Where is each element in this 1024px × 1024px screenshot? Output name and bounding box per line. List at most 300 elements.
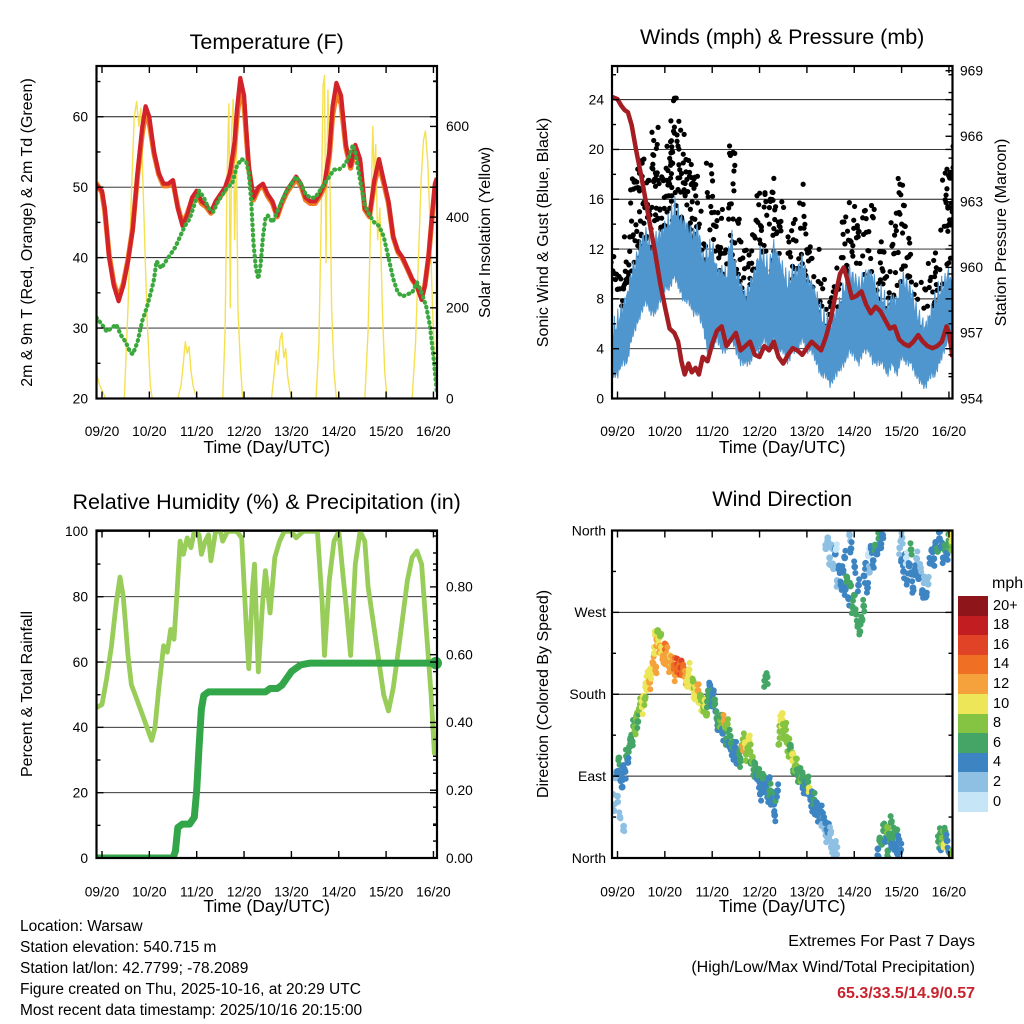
direction-dot [756, 766, 762, 772]
x-tick-label: 10/20 [647, 884, 683, 900]
gust-dot [868, 256, 873, 261]
colorbar-swatch [958, 733, 988, 753]
gust-dot [637, 209, 642, 214]
gust-dot [879, 239, 884, 244]
gust-dot [816, 247, 821, 252]
direction-dot [889, 818, 895, 824]
gust-dot [937, 267, 942, 272]
x-tick-label: 09/20 [600, 884, 635, 900]
gust-dot [626, 262, 631, 267]
direction-dot [860, 597, 866, 603]
direction-dot [725, 716, 731, 722]
gust-dot [664, 144, 669, 149]
direction-dot [614, 793, 621, 800]
colorbar-label: 10 [993, 695, 1010, 712]
direction-dot [732, 744, 738, 750]
gust-dot [888, 269, 893, 274]
direction-dot [657, 633, 663, 639]
y-tick-label: South [569, 686, 606, 703]
gust-dot [703, 243, 708, 248]
colorbar-swatch [958, 772, 988, 792]
gust-dot [753, 235, 758, 240]
y-tick-label: North [571, 849, 606, 866]
direction-dot [615, 757, 621, 763]
gust-dot [762, 190, 767, 195]
direction-dot [793, 755, 800, 762]
direction-dot [906, 560, 912, 566]
direction-dot [634, 725, 640, 731]
gust-dot [871, 215, 876, 220]
gust-dot [834, 265, 839, 270]
gust-dot [933, 250, 938, 255]
gust-dot [900, 230, 905, 235]
x-tick-label: 15/20 [884, 884, 919, 900]
gust-dot [906, 236, 911, 241]
direction-dot [909, 590, 915, 596]
x-tick-label: 13/20 [274, 884, 309, 900]
y-tick-label: 60 [72, 109, 88, 125]
y-tick-label: 80 [72, 589, 88, 605]
y-tick-label: 100 [64, 524, 88, 540]
gust-dot [778, 219, 783, 224]
gust-dot [695, 200, 700, 205]
gust-dot [655, 142, 660, 147]
x-tick-label: 16/20 [931, 884, 967, 900]
station-info [20, 916, 362, 1021]
gust-dot [624, 280, 629, 285]
y-tick-label-right: 400 [446, 209, 470, 225]
gust-dot [709, 171, 714, 176]
gust-dot [811, 274, 816, 279]
gust-dot [634, 229, 639, 234]
direction-dot [855, 582, 862, 589]
gust-dot [732, 151, 737, 156]
direction-dot [626, 749, 632, 755]
gust-dot [896, 176, 901, 181]
gust-dot [884, 274, 889, 279]
direction-dot [917, 561, 923, 567]
direction-dot [775, 781, 781, 787]
gust-dot [676, 146, 681, 151]
gust-dot [684, 202, 689, 207]
gust-dot [773, 204, 778, 209]
gust-dot [670, 150, 675, 155]
direction-dot [765, 681, 771, 687]
gust-dot [851, 218, 856, 223]
gust-dot [808, 244, 813, 249]
x-tick-label: 16/20 [931, 424, 967, 439]
gust-dot [880, 269, 885, 274]
direction-dot [623, 776, 629, 782]
gust-dot [741, 275, 746, 280]
gust-dot [629, 218, 634, 223]
extremes-summary [691, 929, 975, 1007]
gust-dot [787, 250, 792, 255]
extremes-subheading: (High/Low/Max Wind/Total Precipitation) [691, 959, 975, 976]
gust-dot [655, 170, 660, 175]
panel-temperature [73, 66, 470, 439]
direction-dot [634, 718, 641, 725]
direction-dot [909, 578, 915, 584]
gust-dot [945, 229, 950, 234]
gust-dot [669, 199, 674, 204]
direction-dot [779, 712, 785, 718]
temperature-xlabel: Time (Day/UTC) [203, 437, 331, 457]
gust-dot [913, 282, 918, 287]
gust-dot [890, 242, 895, 247]
direction-ylabel-left: Direction (Colored By Speed) [535, 589, 552, 799]
y-tick-label: 50 [72, 179, 88, 195]
gust-dot [852, 204, 857, 209]
gust-dot [706, 194, 711, 199]
direction-dot [858, 614, 864, 620]
x-tick-label: 11/20 [179, 424, 214, 439]
y-tick-label: 60 [72, 654, 88, 670]
y-tick-label: North [571, 522, 606, 539]
y-tick-label-right: 200 [446, 300, 470, 316]
direction-dot [805, 774, 811, 780]
direction-dot [786, 735, 793, 742]
gust-dot [618, 276, 623, 281]
direction-dot [898, 841, 904, 847]
gust-dot [902, 203, 907, 208]
direction-dot [741, 730, 747, 736]
gust-dot [708, 163, 713, 168]
direction-dot [819, 802, 825, 808]
gust-dot [656, 125, 661, 130]
gust-dot [881, 250, 886, 255]
x-tick-label: 12/20 [742, 424, 777, 439]
direction-dot [652, 667, 658, 673]
x-tick-label: 13/20 [274, 424, 309, 439]
gust-dot [681, 152, 686, 157]
gust-dot [732, 163, 737, 168]
x-tick-label: 16/20 [416, 424, 451, 439]
gust-dot [856, 234, 861, 239]
y-tick-label-right: 954 [960, 391, 984, 407]
direction-dot [870, 562, 876, 568]
colorbar-swatch [958, 714, 988, 734]
gust-dot [737, 217, 742, 222]
x-tick-label: 09/20 [600, 424, 635, 439]
x-tick-label: 10/20 [647, 424, 683, 439]
gust-dot [692, 217, 697, 222]
gust-dot [907, 274, 912, 279]
gust-dot [843, 214, 848, 219]
gust-dot [895, 283, 900, 288]
direction-dot [774, 787, 781, 794]
x-tick-label: 11/20 [695, 424, 729, 439]
colorbar-label: 2 [993, 773, 1002, 790]
direction-dot [771, 809, 777, 815]
direction-dot [768, 781, 774, 787]
direction-dot [751, 759, 757, 765]
gust-dot [651, 138, 656, 143]
gust-dot [841, 219, 846, 224]
gust-dot [659, 216, 664, 221]
gust-dot [850, 243, 855, 248]
y-tick-label: 20 [72, 785, 88, 801]
gust-dot [740, 255, 745, 260]
gust-dot [669, 171, 674, 176]
colorbar-swatch [958, 596, 988, 616]
gust-dot [762, 243, 767, 248]
direction-dot [680, 662, 686, 668]
direction-dot [851, 563, 858, 570]
direction-dot [900, 541, 906, 547]
gust-dot [731, 168, 736, 173]
direction-dot [713, 709, 719, 715]
direction-dot [930, 562, 936, 568]
direction-dot [944, 837, 951, 844]
direction-dot [833, 851, 840, 858]
gust-dot [801, 202, 806, 207]
colorbar-label: 6 [993, 734, 1002, 751]
gust-dot [763, 199, 768, 204]
direction-dot [860, 603, 867, 610]
gust-dot [627, 249, 632, 254]
gust-dot [738, 239, 743, 244]
humidity-ylabel-left: Percent & Total Rainfall [19, 610, 36, 778]
gust-dot [687, 170, 692, 175]
gust-dot [878, 260, 883, 265]
gust-dot [943, 193, 948, 198]
y-tick-label: 4 [596, 341, 604, 357]
gust-dot [678, 128, 683, 133]
gust-dot [759, 228, 764, 233]
y-tick-label-right: 960 [960, 260, 984, 276]
colorbar-swatch [958, 792, 988, 812]
direction-dot [765, 775, 771, 781]
gust-dot [770, 198, 775, 203]
gust-dot [820, 286, 825, 291]
gust-dot [764, 213, 769, 218]
gust-dot [900, 183, 905, 188]
gust-dot [896, 250, 901, 255]
gust-dot [744, 248, 749, 253]
y-tick-label: West [574, 604, 606, 621]
colorbar-swatch [958, 753, 988, 773]
y-tick-label: 40 [72, 250, 88, 266]
direction-dot [930, 555, 937, 562]
gust-dot [705, 190, 710, 195]
x-tick-label: 12/20 [226, 424, 262, 439]
x-tick-label: 15/20 [368, 424, 404, 439]
colorbar-label: 8 [993, 715, 1002, 732]
direction-dot [943, 832, 949, 838]
y-tick-label: 12 [588, 241, 604, 257]
direction-dot [865, 580, 871, 586]
gust-dot [698, 209, 703, 214]
colorbar-label: 14 [993, 656, 1010, 673]
direction-dot [617, 815, 623, 821]
x-tick-label: 10/20 [132, 424, 167, 439]
gust-dot [707, 227, 712, 232]
x-tick-label: 14/20 [836, 884, 872, 900]
direction-dot [664, 644, 670, 650]
gust-dot [818, 281, 823, 286]
direction-dot [643, 694, 649, 700]
humidity-precip-title: Relative Humidity (%) & Precipitation (in) [72, 490, 461, 514]
direction-dot [622, 766, 628, 772]
x-tick-label: 16/20 [416, 884, 451, 900]
gust-dot [866, 229, 871, 234]
gust-dot [925, 304, 930, 309]
x-tick-label: 14/20 [836, 424, 872, 439]
gust-dot [789, 228, 794, 233]
station-elevation: Station elevation: 540.715 m [20, 939, 217, 956]
panel-wind-direction [569, 522, 966, 899]
gust-dot [788, 254, 793, 259]
x-tick-label: 15/20 [884, 424, 919, 439]
colorbar-label: 12 [993, 675, 1010, 692]
direction-dot [620, 827, 626, 833]
station-latlon: Station lat/lon: 42.7799; -78.2089 [20, 960, 249, 977]
gust-dot [674, 132, 679, 137]
gust-dot [693, 193, 698, 198]
colorbar-label: 16 [993, 636, 1010, 653]
gust-dot [898, 192, 903, 197]
direction-dot [879, 534, 885, 540]
gust-dot [650, 162, 655, 167]
gust-dot [771, 176, 776, 181]
y-tick-label-right: 0.20 [446, 783, 473, 799]
gust-dot [751, 266, 756, 271]
gust-dot [729, 201, 734, 206]
direction-dot [864, 590, 870, 596]
gust-dot [718, 245, 723, 250]
colorbar-swatch [958, 674, 988, 694]
winds-xlabel: Time (Day/UTC) [718, 437, 846, 457]
x-tick-label: 13/20 [789, 424, 825, 439]
direction-dot [849, 539, 855, 545]
gust-dot [649, 205, 654, 210]
gust-dot [730, 181, 735, 186]
gust-dot [756, 202, 761, 207]
gust-dot [714, 224, 719, 229]
direction-dot [873, 551, 879, 557]
y-tick-label: 0 [80, 850, 88, 866]
colorbar-swatch [958, 655, 988, 675]
gust-dot [723, 247, 728, 252]
gust-dot [864, 216, 869, 221]
colorbar-swatch [958, 635, 988, 655]
direction-dot [928, 548, 934, 554]
direction-dot [855, 588, 861, 594]
colorbar-label: 0 [993, 793, 1002, 810]
extremes-heading: Extremes For Past 7 Days [788, 933, 975, 950]
direction-dot [647, 686, 653, 692]
direction-dot [834, 541, 840, 547]
extremes-values: 65.3/33.5/14.9/0.57 [837, 985, 975, 1002]
gust-dot [908, 252, 913, 257]
direction-dot [861, 608, 867, 614]
gust-dot [641, 221, 646, 226]
direction-dot [923, 595, 929, 601]
direction-dot [648, 676, 654, 682]
direction-dot [616, 809, 622, 815]
gust-dot [807, 249, 812, 254]
direction-dot [861, 572, 867, 578]
y-tick-label-right: 957 [960, 325, 984, 341]
y-tick-label: 24 [588, 92, 604, 108]
direction-dot [746, 734, 752, 740]
gust-dot [641, 156, 646, 161]
direction-dot [851, 593, 857, 599]
gust-dot [903, 224, 908, 229]
gust-dot [767, 205, 772, 210]
gust-dot [866, 248, 871, 253]
figure-created: Figure created on Thu, 2025-10-16, at 20:29 UTC [20, 981, 361, 998]
gust-dot [668, 118, 673, 123]
direction-dot [942, 825, 948, 831]
direction-dot [833, 547, 839, 553]
y-tick-label: 30 [72, 320, 88, 336]
gust-dot [872, 207, 877, 212]
x-tick-label: 15/20 [368, 884, 404, 900]
gust-dot [647, 178, 652, 183]
gust-dot [926, 261, 931, 266]
relative-humidity-line [96, 531, 437, 753]
gust-dot [847, 200, 852, 205]
gust-dot [689, 162, 694, 167]
direction-dot [614, 800, 620, 806]
direction-dot [826, 554, 833, 561]
x-tick-label: 11/20 [695, 884, 729, 900]
colorbar-label: 20+ [993, 597, 1018, 614]
gust-dot [803, 231, 808, 236]
gust-dot [749, 248, 754, 253]
gust-dot [622, 234, 627, 239]
direction-dot [837, 578, 843, 584]
gust-dot [720, 207, 725, 212]
gust-dot [946, 260, 951, 265]
temperature-ylabel-right: Solar Insolation (Yellow) [477, 146, 494, 319]
gust-dot [711, 237, 716, 242]
y-tick-label-right: 963 [960, 194, 984, 210]
direction-dot [945, 557, 951, 563]
gust-dot [682, 132, 687, 137]
gust-dot [649, 130, 654, 135]
direction-dot [737, 764, 743, 770]
gust-dot [634, 179, 639, 184]
gust-dot [809, 256, 814, 261]
gust-dot [793, 217, 798, 222]
direction-dot [851, 558, 857, 564]
direction-dot [633, 731, 639, 737]
panel-humidity-precip [65, 524, 473, 899]
gust-dot [676, 119, 681, 124]
colorbar-label: 18 [993, 617, 1010, 634]
direction-dot [893, 827, 899, 833]
gust-dot [719, 216, 724, 221]
y-tick-label-right: 600 [446, 119, 470, 135]
gust-dot [940, 178, 945, 183]
gust-dot [674, 139, 679, 144]
direction-dot [913, 555, 919, 561]
y-tick-label-right: 969 [960, 63, 984, 79]
gust-dot [762, 204, 767, 209]
gust-dot [688, 220, 693, 225]
speed-colorbar [956, 575, 1024, 835]
gust-dot [932, 274, 937, 279]
direction-xlabel: Time (Day/UTC) [718, 896, 846, 916]
gust-dot [785, 234, 790, 239]
direction-dot [720, 712, 726, 718]
gust-dot [909, 279, 914, 284]
direction-dot [711, 687, 717, 693]
gust-dot [628, 200, 633, 205]
